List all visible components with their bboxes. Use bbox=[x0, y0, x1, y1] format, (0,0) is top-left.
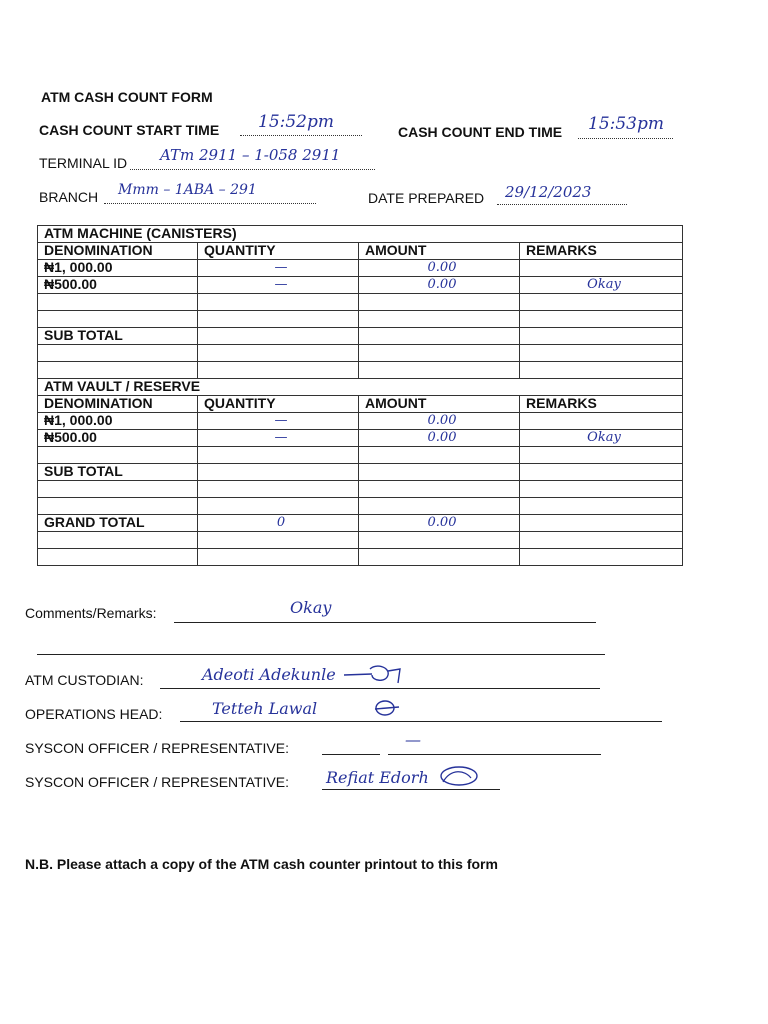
grandtotal-amount-cell[interactable] bbox=[359, 515, 520, 532]
remarks-value: Okay bbox=[587, 277, 621, 292]
ops-head-signature-mark bbox=[323, 697, 403, 719]
quantity-value: — bbox=[274, 260, 288, 275]
terminal-line bbox=[130, 168, 375, 170]
amount-cell[interactable] bbox=[359, 277, 520, 294]
custodian-signature[interactable] bbox=[202, 663, 402, 685]
denomination-cell: ₦1, 000.00 bbox=[38, 413, 198, 430]
grandtotal-amount: 0.00 bbox=[427, 515, 457, 530]
col-denomination: DENOMINATION bbox=[38, 243, 198, 260]
syscon2-signature-mark bbox=[435, 764, 481, 790]
syscon1-label: SYSCON OFFICER / REPRESENTATIVE: bbox=[25, 740, 289, 756]
remarks-value: Okay bbox=[587, 430, 621, 445]
remarks-cell[interactable] bbox=[520, 430, 683, 447]
ops-head-label: OPERATIONS HEAD: bbox=[25, 706, 163, 722]
col-amount: AMOUNT bbox=[359, 243, 520, 260]
table-row bbox=[38, 413, 683, 430]
branch-label: BRANCH bbox=[39, 189, 99, 205]
custodian-line bbox=[160, 687, 600, 689]
col-amount: AMOUNT bbox=[359, 396, 520, 413]
form-title: ATM CASH COUNT FORM bbox=[41, 89, 213, 105]
denomination-cell: ₦500.00 bbox=[38, 430, 198, 447]
quantity-cell[interactable] bbox=[198, 277, 359, 294]
machine-section-row bbox=[38, 226, 683, 243]
subtotal-amount-cell[interactable] bbox=[359, 464, 520, 481]
quantity-value: — bbox=[274, 277, 288, 292]
table-row bbox=[38, 430, 683, 447]
comments-value[interactable]: Okay bbox=[290, 598, 332, 617]
amount-value: 0.00 bbox=[427, 260, 457, 275]
ops-head-line bbox=[180, 720, 662, 722]
subtotal-label: SUB TOTAL bbox=[38, 328, 198, 345]
start-time-value[interactable]: 15:52pm bbox=[258, 112, 334, 132]
empty-row bbox=[38, 294, 683, 311]
amount-value: 0.00 bbox=[427, 413, 457, 428]
denomination-cell: ₦1, 000.00 bbox=[38, 260, 198, 277]
empty-row bbox=[38, 532, 683, 549]
machine-header-row bbox=[38, 243, 683, 260]
terminal-value[interactable]: ATm 2911 – 1-058 2911 bbox=[160, 146, 341, 164]
footer-note: N.B. Please attach a copy of the ATM cash counter printout to this form bbox=[25, 856, 498, 872]
col-remarks: REMARKS bbox=[520, 396, 683, 413]
empty-row bbox=[38, 447, 683, 464]
syscon2-signature[interactable] bbox=[326, 764, 481, 790]
date-value[interactable]: 29/12/2023 bbox=[505, 183, 592, 201]
comments-label: Comments/Remarks: bbox=[25, 605, 157, 621]
comments-line-2 bbox=[37, 653, 605, 655]
col-quantity: QUANTITY bbox=[198, 396, 359, 413]
subtotal-quantity-cell[interactable] bbox=[198, 328, 359, 345]
subtotal-remarks-cell[interactable] bbox=[520, 328, 683, 345]
branch-value[interactable]: Mmm – 1ABA – 291 bbox=[118, 182, 257, 198]
amount-value: 0.00 bbox=[427, 277, 457, 292]
syscon2-label: SYSCON OFFICER / REPRESENTATIVE: bbox=[25, 774, 289, 790]
vault-header-row bbox=[38, 396, 683, 413]
terminal-label: TERMINAL ID bbox=[39, 155, 128, 171]
empty-row bbox=[38, 549, 683, 566]
quantity-cell[interactable] bbox=[198, 430, 359, 447]
grandtotal-quantity-cell[interactable] bbox=[198, 515, 359, 532]
quantity-cell[interactable] bbox=[198, 413, 359, 430]
amount-cell[interactable] bbox=[359, 413, 520, 430]
vault-heading: ATM VAULT / RESERVE bbox=[38, 379, 683, 396]
col-denomination: DENOMINATION bbox=[38, 396, 198, 413]
denomination-cell: ₦500.00 bbox=[38, 277, 198, 294]
grandtotal-quantity: 0 bbox=[276, 515, 286, 530]
empty-row bbox=[38, 362, 683, 379]
grandtotal-remarks-cell[interactable] bbox=[520, 515, 683, 532]
date-line bbox=[497, 203, 627, 205]
custodian-signature-mark bbox=[342, 663, 402, 685]
quantity-cell[interactable] bbox=[198, 260, 359, 277]
table-row bbox=[38, 260, 683, 277]
empty-row bbox=[38, 498, 683, 515]
amount-cell[interactable] bbox=[359, 260, 520, 277]
amount-cell[interactable] bbox=[359, 430, 520, 447]
quantity-value: — bbox=[274, 413, 288, 428]
end-time-label: CASH COUNT END TIME bbox=[398, 124, 563, 140]
empty-row bbox=[38, 311, 683, 328]
empty-row bbox=[38, 345, 683, 362]
ops-head-name: Tetteh Lawal bbox=[212, 698, 318, 718]
remarks-cell[interactable] bbox=[520, 277, 683, 294]
col-quantity: QUANTITY bbox=[198, 243, 359, 260]
cash-count-table bbox=[37, 225, 683, 566]
ops-head-signature[interactable] bbox=[212, 697, 403, 719]
syscon1-line-a bbox=[322, 753, 380, 755]
empty-row bbox=[38, 481, 683, 498]
remarks-cell[interactable] bbox=[520, 260, 683, 277]
vault-section-row bbox=[38, 379, 683, 396]
syscon1-line-b bbox=[388, 753, 601, 755]
date-label: DATE PREPARED bbox=[368, 190, 485, 206]
start-time-label: CASH COUNT START TIME bbox=[39, 122, 220, 138]
table-row bbox=[38, 277, 683, 294]
grandtotal-label: GRAND TOTAL bbox=[38, 515, 198, 532]
custodian-label: ATM CUSTODIAN: bbox=[25, 672, 144, 688]
quantity-value: — bbox=[274, 430, 288, 445]
machine-subtotal-row bbox=[38, 328, 683, 345]
subtotal-label: SUB TOTAL bbox=[38, 464, 198, 481]
custodian-name: Adeoti Adekunle bbox=[202, 664, 336, 684]
amount-value: 0.00 bbox=[427, 430, 457, 445]
subtotal-amount-cell[interactable] bbox=[359, 328, 520, 345]
syscon1-value[interactable]: — bbox=[405, 730, 421, 749]
start-time-line bbox=[240, 134, 362, 136]
col-remarks: REMARKS bbox=[520, 243, 683, 260]
end-time-line bbox=[578, 137, 673, 139]
syscon2-name: Refiat Edorh bbox=[326, 767, 429, 787]
vault-subtotal-row bbox=[38, 464, 683, 481]
branch-line bbox=[104, 202, 316, 204]
grandtotal-row bbox=[38, 515, 683, 532]
end-time-value[interactable]: 15:53pm bbox=[588, 114, 664, 134]
subtotal-remarks-cell[interactable] bbox=[520, 464, 683, 481]
machine-heading: ATM MACHINE (CANISTERS) bbox=[38, 226, 683, 243]
remarks-cell[interactable] bbox=[520, 413, 683, 430]
subtotal-quantity-cell[interactable] bbox=[198, 464, 359, 481]
comments-line-1 bbox=[174, 621, 596, 623]
